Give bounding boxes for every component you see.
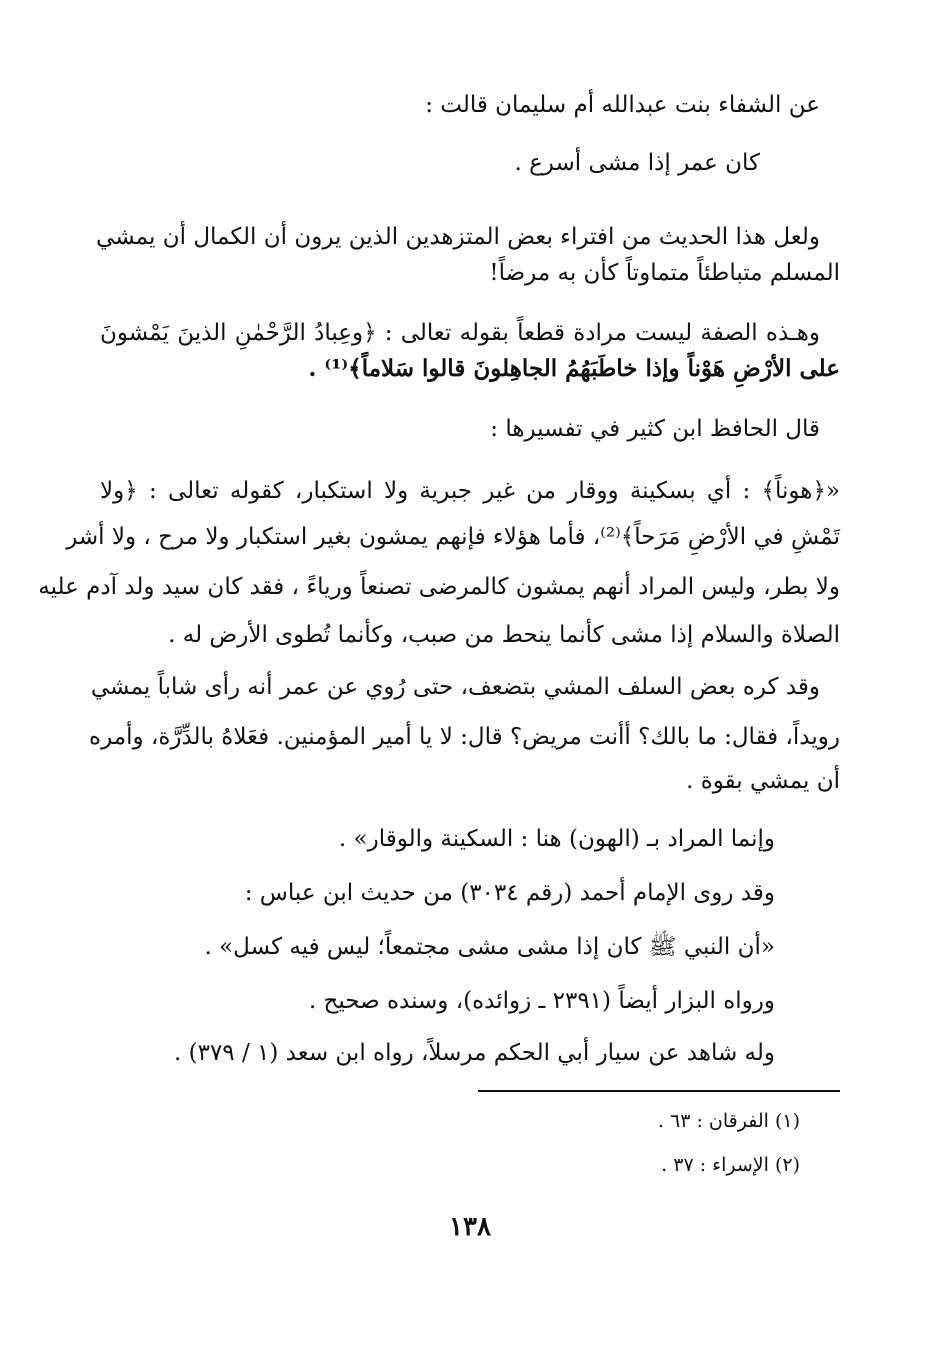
body-line: وقد روى الإمام أحمد (رقم ٣٠٣٤) من حديث ابن عباس : [244,880,775,906]
footnote: (١) الفرقان : ٦٣ . [657,1110,800,1132]
footnote-separator [478,1090,840,1092]
body-line: وإنما المراد بـ (الهون) هنا : السكينة والوقار» . [338,826,775,852]
body-line: تَمْشِ في الأرْضِ مَرَحاً﴾⁽²⁾، فأما هؤلاء فإنهم يمشون بغير استكبار ولا مرح ، ولا أشر [66,524,840,550]
body-line: وهـذه الصفة ليست مرادة قطعاً بقوله تعالى : ﴿وعِبادُ الرَّحْمٰنِ الذينَ يَمْشونَ [100,320,820,346]
body-line: قال الحافظ ابن كثير في تفسيرها : [490,416,820,442]
body-line: رويداً، فقال: ما بالك؟ أأنت مريض؟ قال: لا يا أمير المؤمنين. فعَلاهُ بالدِّرَّة، وأمره [89,724,840,750]
footnote: (٢) الإسراء : ٣٧ . [661,1154,800,1176]
body-line: أن يمشي بقوة . [686,768,840,794]
body-line: ولا بطر، وليس المراد أنهم يمشون كالمرضى تصنعاً ورياءً ، فقد كان سيد ولد آدم عليه [38,574,840,600]
body-line: عن الشفاء بنت عبدالله أم سليمان قالت : [425,92,820,118]
body-line: ولعل هذا الحديث من افتراء بعض المتزهدين الذين يرون أن الكمال أن يمشي [96,224,820,250]
body-line: كان عمر إذا مشى أسرع . [514,150,760,176]
body-line: وله شاهد عن سيار أبي الحكم مرسلاً، رواه ابن سعد (١ / ٣٧٩) . [173,1040,775,1066]
body-line: على الأرْضِ هَوْناً وإذا خاطَبَهُمُ الجاهِلونَ قالوا سَلاماً﴾⁽¹⁾ . [308,355,840,382]
body-line: المسلم متباطئاً متماوتاً كأن به مرضاً! [489,260,840,286]
body-line: الصلاة والسلام إذا مشى كأنما ينحط من صبب، وكأنما تُطوى الأرض له . [168,622,840,648]
body-line: ورواه البزار أيضاً (٢٣٩١ ـ زوائده)، وسنده صحيح . [308,988,775,1014]
page-number: ١٣٨ [449,1212,491,1242]
body-line: وقد كره بعض السلف المشي بتضعف، حتى رُوي عن عمر أنه رأى شاباً يمشي [90,674,820,700]
body-line: «﴿هوناً﴾ : أي بسكينة ووقار من غير جبرية ولا استكبار، كقوله تعالى : ﴿ولا [100,478,840,504]
body-line: «أن النبي ﷺ كان إذا مشى مشى مجتمعاً؛ ليس فيه كسل» . [204,934,775,960]
